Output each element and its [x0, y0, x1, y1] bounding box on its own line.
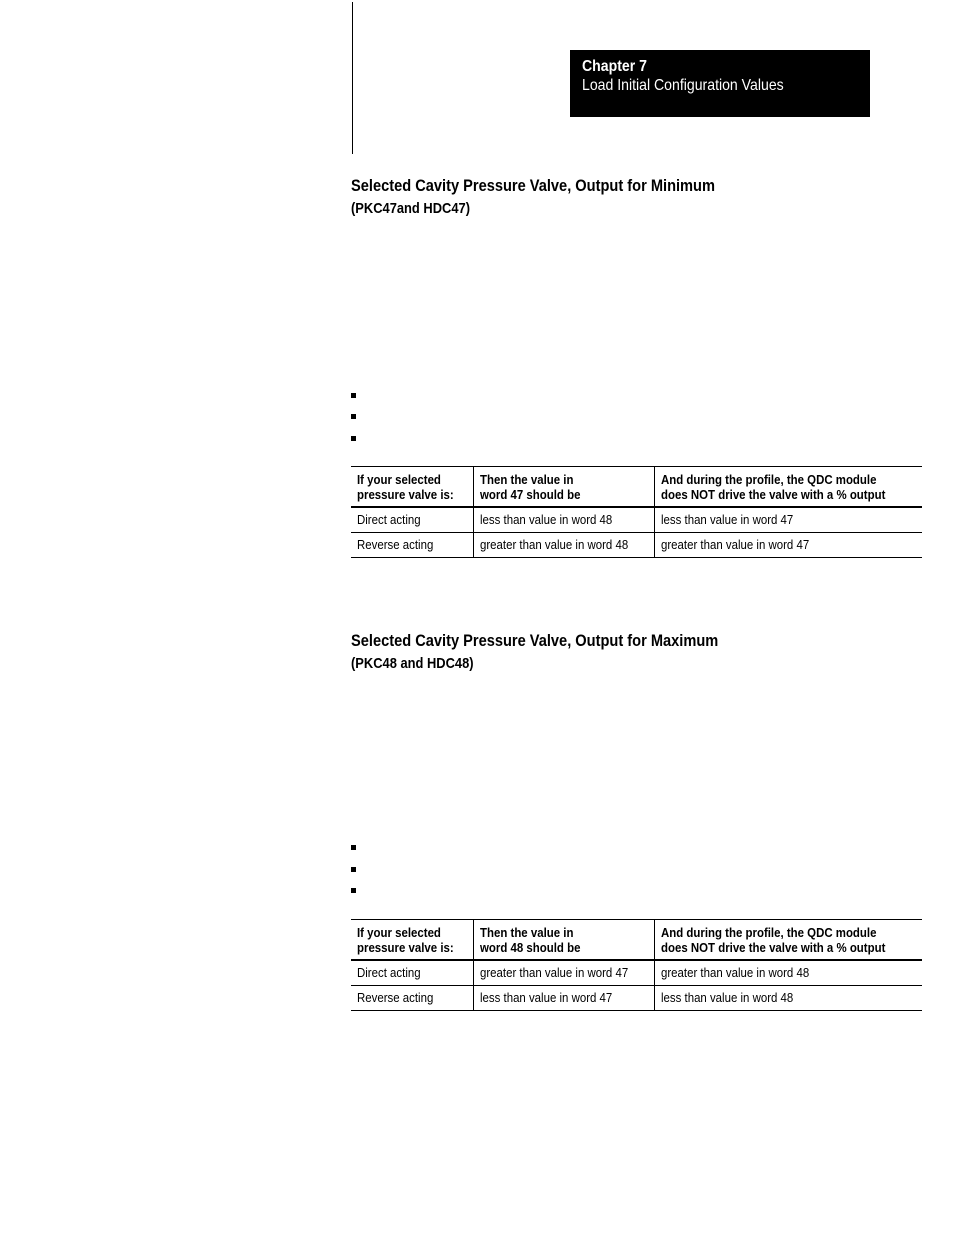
- header-cell: Then the value in word 47 should be: [473, 467, 654, 508]
- section-subtitle-minimum: (PKC47and HDC47): [351, 200, 471, 217]
- table-cell: less than value in word 47: [655, 507, 923, 533]
- table-row: [351, 960, 922, 986]
- chapter-label: Chapter 7: [582, 58, 647, 75]
- table-cell: greater than value in word 48: [473, 533, 654, 558]
- table-header-row: [351, 920, 922, 961]
- table-cell: greater than value in word 47: [473, 960, 654, 986]
- header-cell: And during the profile, the QDC module does NOT drive the valve with a % output: [655, 920, 923, 961]
- bullet-marker: [351, 436, 356, 441]
- table-row: [351, 986, 922, 1011]
- table-cell: Direct acting: [351, 507, 473, 533]
- table-header-row: [351, 467, 922, 508]
- header-cell: If your selected pressure valve is:: [351, 467, 473, 508]
- header-cell: If your selected pressure valve is:: [351, 920, 473, 961]
- section-title-minimum: Selected Cavity Pressure Valve, Output for Minimum: [351, 176, 715, 195]
- section-title-maximum: Selected Cavity Pressure Valve, Output for Maximum: [351, 631, 719, 650]
- bullet-marker: [351, 888, 356, 893]
- margin-rule: [352, 2, 353, 154]
- header-cell: Then the value in word 48 should be: [473, 920, 654, 961]
- valve-table-maximum: [351, 919, 922, 1011]
- table-cell: less than value in word 47: [473, 986, 654, 1011]
- bullet-marker: [351, 867, 356, 872]
- table-row: [351, 533, 922, 558]
- valve-table-minimum: [351, 466, 922, 558]
- table-cell: greater than value in word 47: [655, 533, 923, 558]
- table-cell: Reverse acting: [351, 986, 473, 1011]
- section-subtitle-maximum: (PKC48 and HDC48): [351, 655, 474, 672]
- header-cell: And during the profile, the QDC module does NOT drive the valve with a % output: [655, 467, 923, 508]
- bullet-marker: [351, 845, 356, 850]
- table-cell: Direct acting: [351, 960, 473, 986]
- table-cell: less than value in word 48: [655, 986, 923, 1011]
- table-cell: Reverse acting: [351, 533, 473, 558]
- table-cell: less than value in word 48: [473, 507, 654, 533]
- table-cell: greater than value in word 48: [655, 960, 923, 986]
- chapter-header: [570, 50, 870, 117]
- chapter-title: Load Initial Configuration Values: [582, 77, 784, 94]
- table-row: [351, 507, 922, 533]
- bullet-marker: [351, 414, 356, 419]
- bullet-marker: [351, 393, 356, 398]
